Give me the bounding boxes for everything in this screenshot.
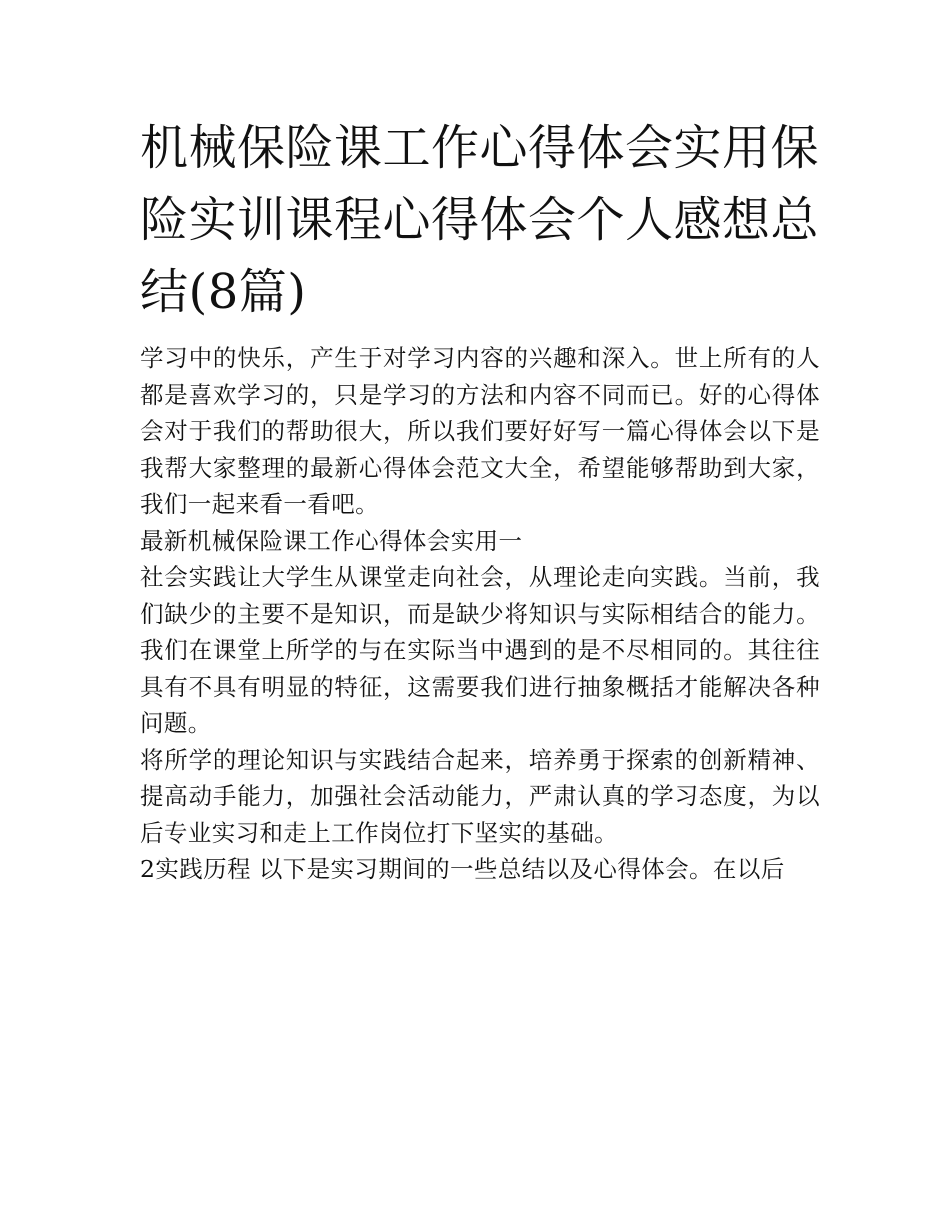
body-paragraph: 2实践历程 以下是实习期间的一些总结以及心得体会。在以后 — [140, 855, 785, 883]
document-title: 机械保险课工作心得体会实用保险实训课程心得体会个人感想总结(8篇) — [140, 120, 820, 320]
body-paragraph: 将所学的理论知识与实践结合起来，培养勇于探索的创新精神、提高动手能力，加强社会活动能力，严肃认真的学习态度，为以后专业实习和走上工作岗位打下坚实的基础。 — [140, 745, 820, 847]
body-paragraph: 社会实践让大学生从课堂走向社会，从理论走向实践。当前，我们缺少的主要不是知识，而是缺少将知识与实际相结合的能力。我们在课堂上所学的与在实际当中遇到的是不尽相同的。其往往具有不具有明显的特征，这需要我们进行抽象概括才能解决各种问题。 — [140, 563, 820, 737]
section-heading: 最新机械保险课工作心得体会实用一 — [140, 526, 523, 555]
intro-paragraph: 学习中的快乐，产生于对学习内容的兴趣和深入。世上所有的人都是喜欢学习的，只是学习的方法和内容不同而已。好的心得体会对于我们的帮助很大，所以我们要好好写一篇心得体会以下是我帮大家整理的最新心得体会范文大全，希望能够帮助到大家，我们一起来看一看吧。 — [140, 344, 820, 518]
document-page — [140, 112, 820, 888]
